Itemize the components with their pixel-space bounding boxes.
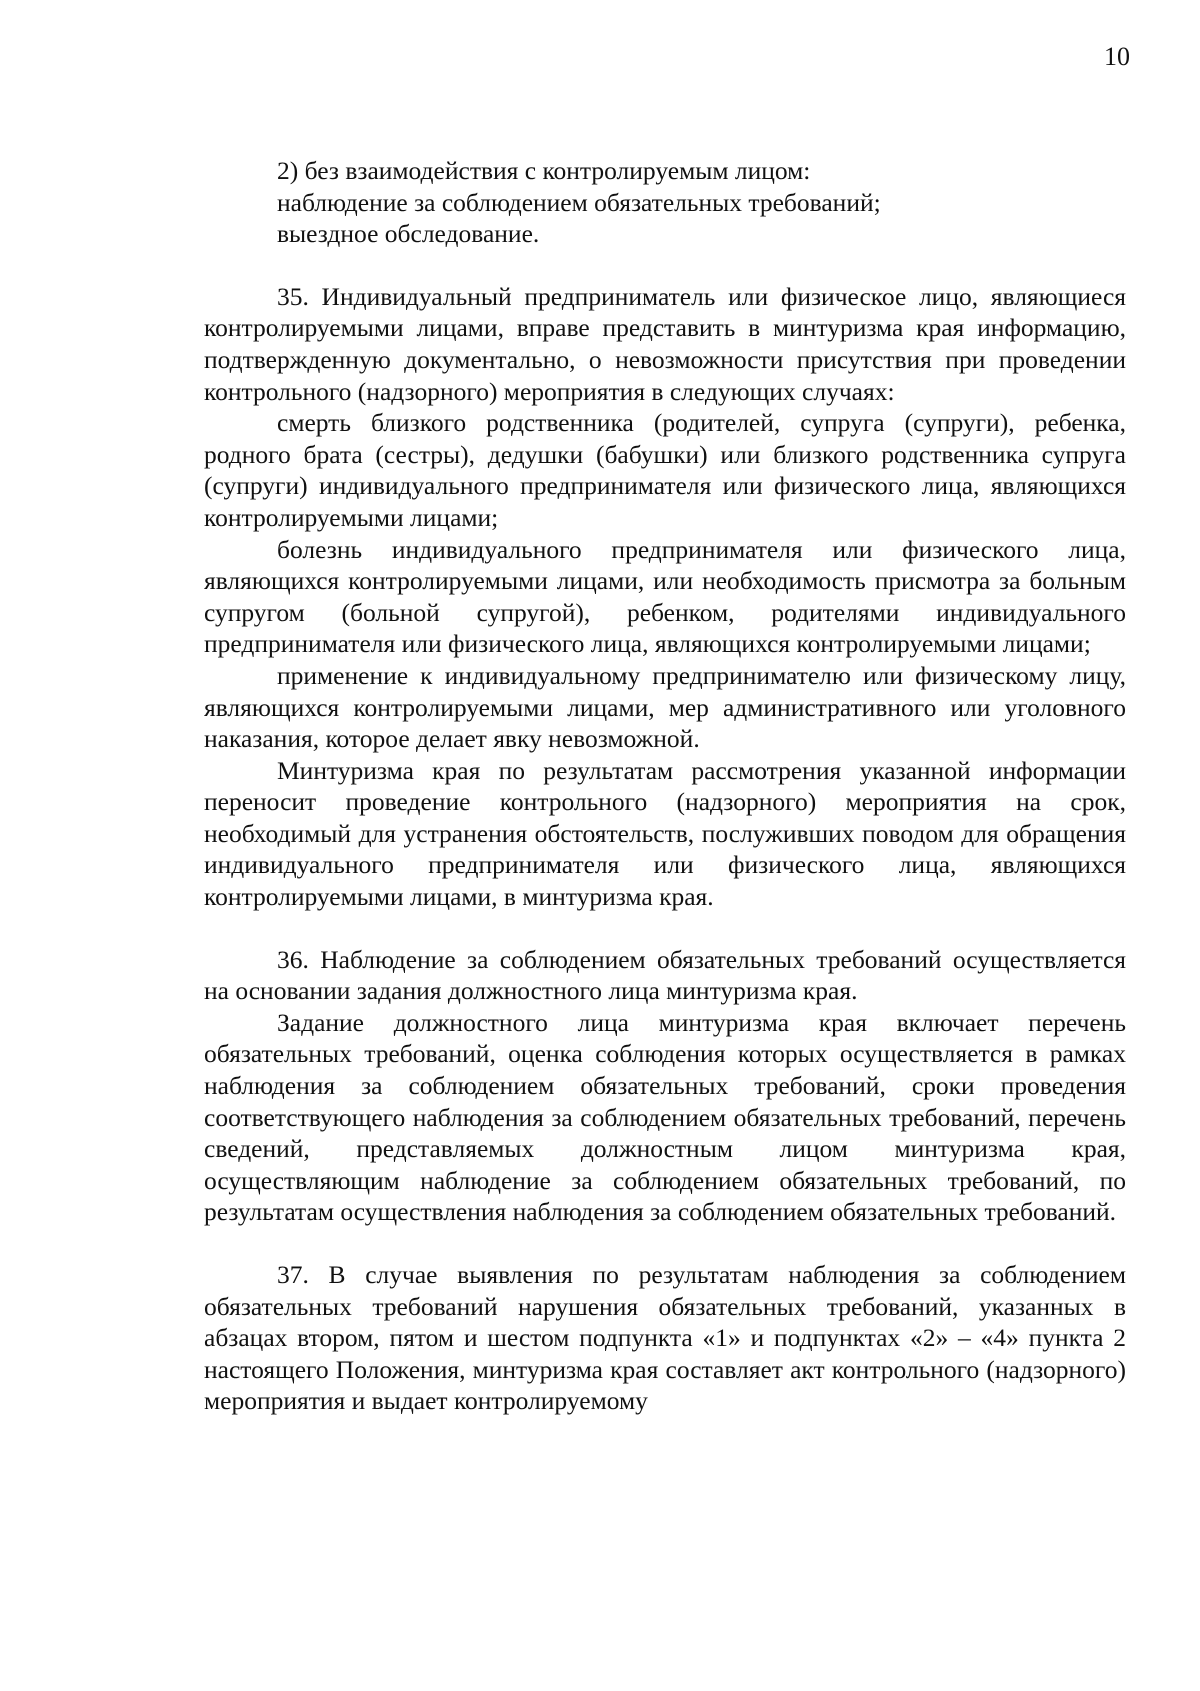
paragraph: болезнь индивидуального предпринимателя или физического лица, являющихся контролируемыми лицами, или необходимость присмотра за больным супругом (больной супругой), ребенком, родителями индивидуального предпринимателя или физического лица, являющихся контролируемыми лицами; bbox=[204, 534, 1126, 659]
spacer bbox=[204, 250, 1126, 281]
paragraph: 37. В случае выявления по результатам наблюдения за соблюдением обязательных требований нарушения обязательных требований, указанных в абзацах втором, пятом и шестом подпункта «1» и подпунктах «2» – «4» пункта 2 настоящего Положения, минтуризма края составляет акт контрольного (надзорного) мероприятия и выдает контролируемому bbox=[204, 1260, 1126, 1416]
paragraph: применение к индивидуальному предпринимателю или физическому лицу, являющихся контролируемыми лицами, мер административного или уголовного наказания, которое делает явку невозможной. bbox=[204, 660, 1126, 754]
paragraph: 35. Индивидуальный предприниматель или физическое лицо, являющиеся контролируемыми лицами, вправе представить в минтуризма края информацию, подтвержденную документально, о невозможности присутствия при проведении контрольного (надзорного) мероприятия в следующих случаях: bbox=[204, 281, 1126, 406]
paragraph: 2) без взаимодействия с контролируемым лицом: bbox=[277, 156, 811, 185]
spacer bbox=[204, 913, 1126, 944]
page-number: 10 bbox=[1104, 42, 1130, 71]
paragraph: выездное обследование. bbox=[277, 219, 540, 249]
paragraph: 36. Наблюдение за соблюдением обязательных требований осуществляется на основании задания должностного лица минтуризма края. bbox=[204, 944, 1126, 1006]
spacer bbox=[204, 1228, 1126, 1259]
paragraph: смерть близкого родственника (родителей, супруга (супруги), ребенка, родного брата (сестры), дедушки (бабушки) или близкого родственника супруга (супруги) индивидуального предпринимателя или физического лица, являющихся контролируемыми лицами; bbox=[204, 408, 1126, 532]
document-body bbox=[204, 155, 1126, 1417]
paragraph: наблюдение за соблюдением обязательных требований; bbox=[277, 187, 881, 217]
paragraph: Минтуризма края по результатам рассмотрения указанной информации переносит проведение контрольного (надзорного) мероприятия на срок, необходимый для устранения обстоятельств, послуживших поводом для обращения индивидуального предпринимателя или физического лица, являющихся контролируемыми лицами, в минтуризма края. bbox=[204, 755, 1126, 912]
paragraph: Задание должностного лица минтуризма края включает перечень обязательных требований, оценка соблюдения которых осуществляется в рамках наблюдения за соблюдением обязательных требований, сроки проведения соответствующего наблюдения за соблюдением обязательных требований, перечень сведений, представляемых должностным лицом минтуризма края, осуществляющим наблюдение за соблюдением обязательных требований, по результатам осуществления наблюдения за соблюдением обязательных требований. bbox=[204, 1007, 1126, 1227]
